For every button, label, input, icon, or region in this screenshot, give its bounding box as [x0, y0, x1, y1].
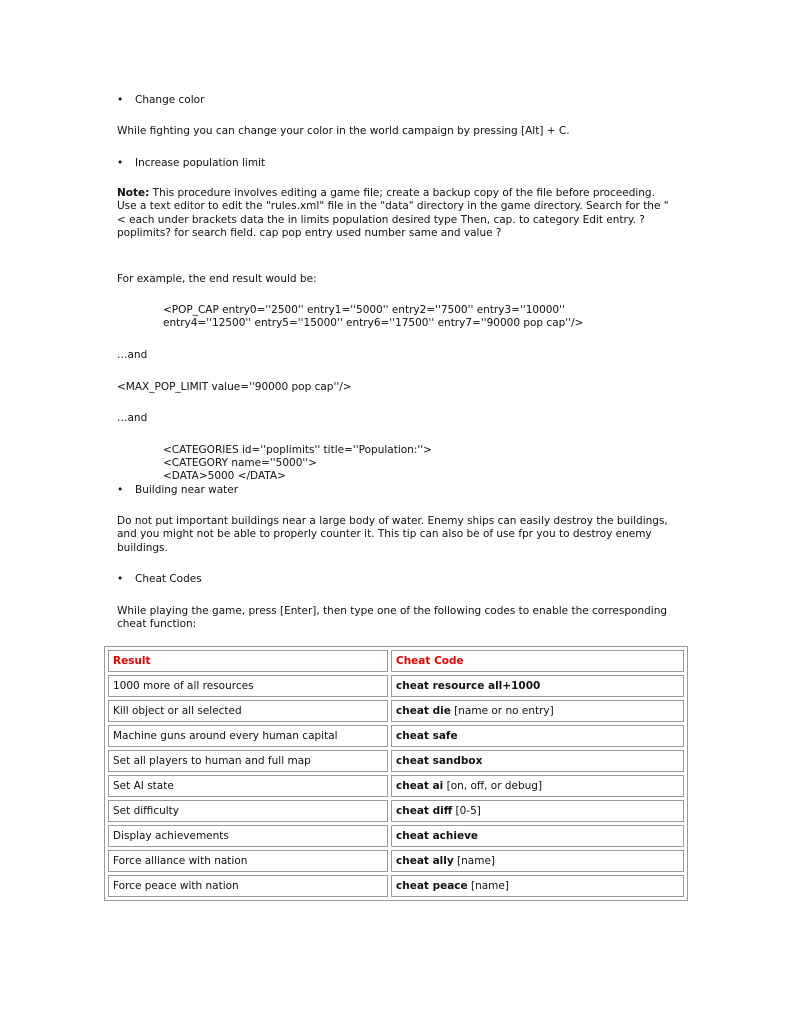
table-header-row — [108, 650, 684, 672]
bullet-dot-icon: • — [117, 573, 124, 585]
result-cell: Display achievements — [108, 825, 388, 847]
code-max-pop-limit: <MAX_POP_LIMIT value=''90000 pop cap''/> — [117, 381, 352, 393]
cheat-argument: [on, off, or debug] — [443, 780, 543, 792]
cheat-code-cell — [391, 725, 684, 747]
code-line: <DATA>5000 </DATA> — [163, 470, 286, 482]
cheat-code: cheat safe — [396, 730, 458, 742]
table-row — [108, 725, 684, 747]
table-row — [108, 850, 684, 872]
and-text-1: …and — [117, 349, 148, 361]
cheat-code: cheat die — [396, 705, 451, 717]
cheat-code-cell — [391, 875, 684, 897]
bullet-dot-icon: • — [117, 157, 124, 169]
heading-pop-limit: Increase population limit — [135, 157, 266, 169]
example-intro: For example, the end result would be: — [117, 273, 317, 285]
result-cell: Set AI state — [108, 775, 388, 797]
cheat-code-cell — [391, 750, 684, 772]
cheat-code-cell — [391, 775, 684, 797]
table-row — [108, 675, 684, 697]
result-cell: 1000 more of all resources — [108, 675, 388, 697]
result-cell: Machine guns around every human capital — [108, 725, 388, 747]
table-row — [108, 800, 684, 822]
column-header-result: Result — [108, 650, 388, 672]
cheat-code-cell — [391, 850, 684, 872]
code-line: <CATEGORY name=''5000''> — [163, 457, 317, 469]
water-text: Do not put important buildings near a large body of water. Enemy ships can easily destroy the buildings, and you might not be able to properly counter it. This tip can also be of use fpr you to destroy enemy buildings. — [117, 515, 668, 554]
table-row — [108, 700, 684, 722]
table-row — [108, 775, 684, 797]
code-line: entry4=''12500'' entry5=''15000'' entry6=''17500'' entry7=''90000 pop cap''/> — [163, 317, 584, 329]
table-row — [108, 750, 684, 772]
bullet-dot-icon: • — [117, 94, 124, 106]
cheat-code-cell — [391, 800, 684, 822]
cheat-code: cheat sandbox — [396, 755, 483, 767]
result-cell: Set all players to human and full map — [108, 750, 388, 772]
cheat-argument: [name] — [453, 855, 496, 867]
heading-water: Building near water — [135, 484, 239, 496]
result-cell: Force alliance with nation — [108, 850, 388, 872]
bullet-dot-icon: • — [117, 484, 124, 496]
cheat-code: cheat diff — [396, 805, 453, 817]
change-color-text: While fighting you can change your color in the world campaign by pressing [Alt] + C. — [117, 125, 570, 137]
cheat-code: cheat ai — [396, 780, 444, 792]
cheat-code: cheat ally — [396, 855, 454, 867]
cheat-code: cheat resource all+1000 — [396, 680, 541, 692]
result-cell: Kill object or all selected — [108, 700, 388, 722]
cheat-code-cell — [391, 700, 684, 722]
column-header-cheat-code: Cheat Code — [391, 650, 684, 672]
cheat-code: cheat peace — [396, 880, 468, 892]
code-line: <POP_CAP entry0=''2500'' entry1=''5000'' entry2=''7500'' entry3=''10000'' — [163, 304, 565, 316]
cheat-code-cell — [391, 675, 684, 697]
result-cell: Force peace with nation — [108, 875, 388, 897]
cheat-argument: [name or no entry] — [450, 705, 554, 717]
cheat-intro: While playing the game, press [Enter], then type one of the following codes to enable the corresponding cheat function: — [117, 605, 668, 631]
cheat-table — [104, 646, 688, 901]
cheat-code-cell — [391, 825, 684, 847]
pop-limit-note — [117, 187, 677, 241]
cheat-code: cheat achieve — [396, 830, 479, 842]
and-text-2: …and — [117, 412, 148, 424]
cheat-argument: [0-5] — [452, 805, 481, 817]
code-block-categories — [163, 444, 633, 483]
cheat-argument: [name] — [467, 880, 509, 892]
table-row — [108, 875, 684, 897]
heading-change-color: Change color — [135, 94, 205, 106]
note-text: This procedure involves editing a game file; create a backup copy of the file before proceeding. Use a text editor to edit the "rules.xml" file in the "data" directory in the game directory. Search for the "< each under brackets data the in limits population desired type Then, cap. to category Edit entry. ?poplimits? for search field. cap pop entry used number same and value ? — [117, 187, 669, 240]
note-label: Note: — [117, 187, 150, 199]
result-cell: Set difficulty — [108, 800, 388, 822]
code-block-pop-cap — [163, 304, 633, 330]
code-line: <CATEGORIES id=''poplimits'' title=''Population:''> — [163, 444, 432, 456]
table-row — [108, 825, 684, 847]
heading-cheat-codes: Cheat Codes — [135, 573, 202, 585]
